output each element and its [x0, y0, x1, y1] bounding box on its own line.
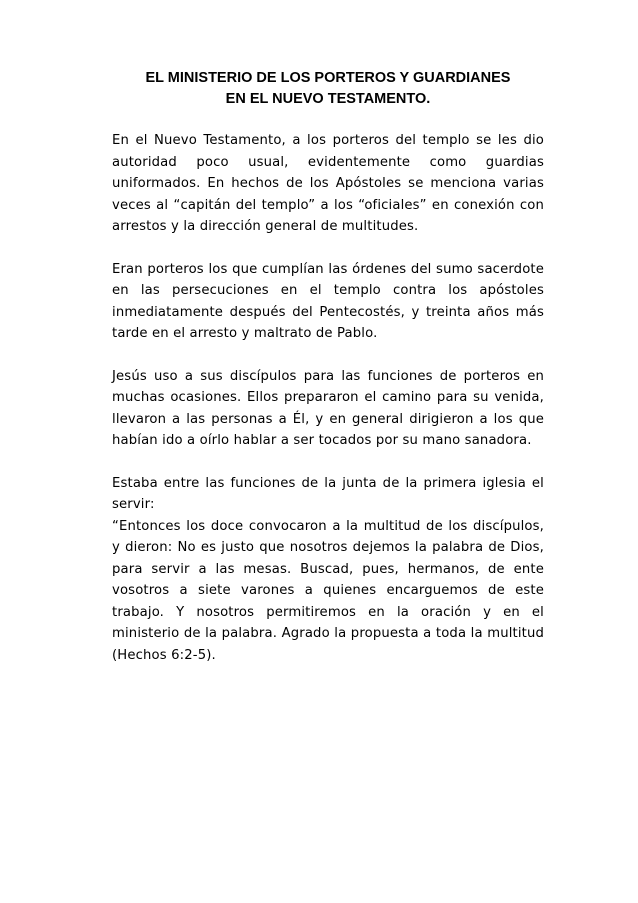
document-body [112, 130, 544, 666]
title-line-1: EL MINISTERIO DE LOS PORTEROS Y GUARDIANES [145, 70, 511, 86]
paragraph-3: Jesús uso a sus discípulos para las funciones de porteros en muchas ocasiones. Ellos prepararon el camino para su venida, llevaron a las personas a Él, y en general dirigieron a los que habían ido a oírlo hablar a ser tocados por su mano sanadora. [112, 368, 544, 448]
document-title [106, 68, 550, 110]
quotation-paragraph: “Entonces los doce convocaron a la multitud de los discípulos, y dieron: No es justo que nosotros dejemos la palabra de Dios, para servir a las mesas. Buscad, pues, hermanos, de ente vosotros a siete varones a quienes encarguemos de este trabajo. Y nosotros permitiremos en la oración y en el ministerio de la palabra. Agrado la propuesta a toda la multitud (Hechos 6:2-5). [112, 518, 544, 663]
paragraph-1: En el Nuevo Testamento, a los porteros del templo se les dio autoridad poco usual, evidentemente como guardias uniformados. En hechos de los Apóstoles se menciona varias veces al “capitán del templo” a los “oficiales” en conexión con arrestos y la dirección general de multitudes. [112, 133, 544, 234]
paragraph-4: Estaba entre las funciones de la junta de la primera iglesia el servir: [112, 475, 544, 512]
title-line-2: EN EL NUEVO TESTAMENTO. [225, 91, 431, 107]
paragraph-2: Eran porteros los que cumplían las órdenes del sumo sacerdote en las persecuciones en el templo contra los apóstoles inmediatamente después del Pentecostés, y treinta años más tarde en el arresto y maltrato de Pablo. [112, 261, 544, 341]
document-page [112, 68, 544, 687]
